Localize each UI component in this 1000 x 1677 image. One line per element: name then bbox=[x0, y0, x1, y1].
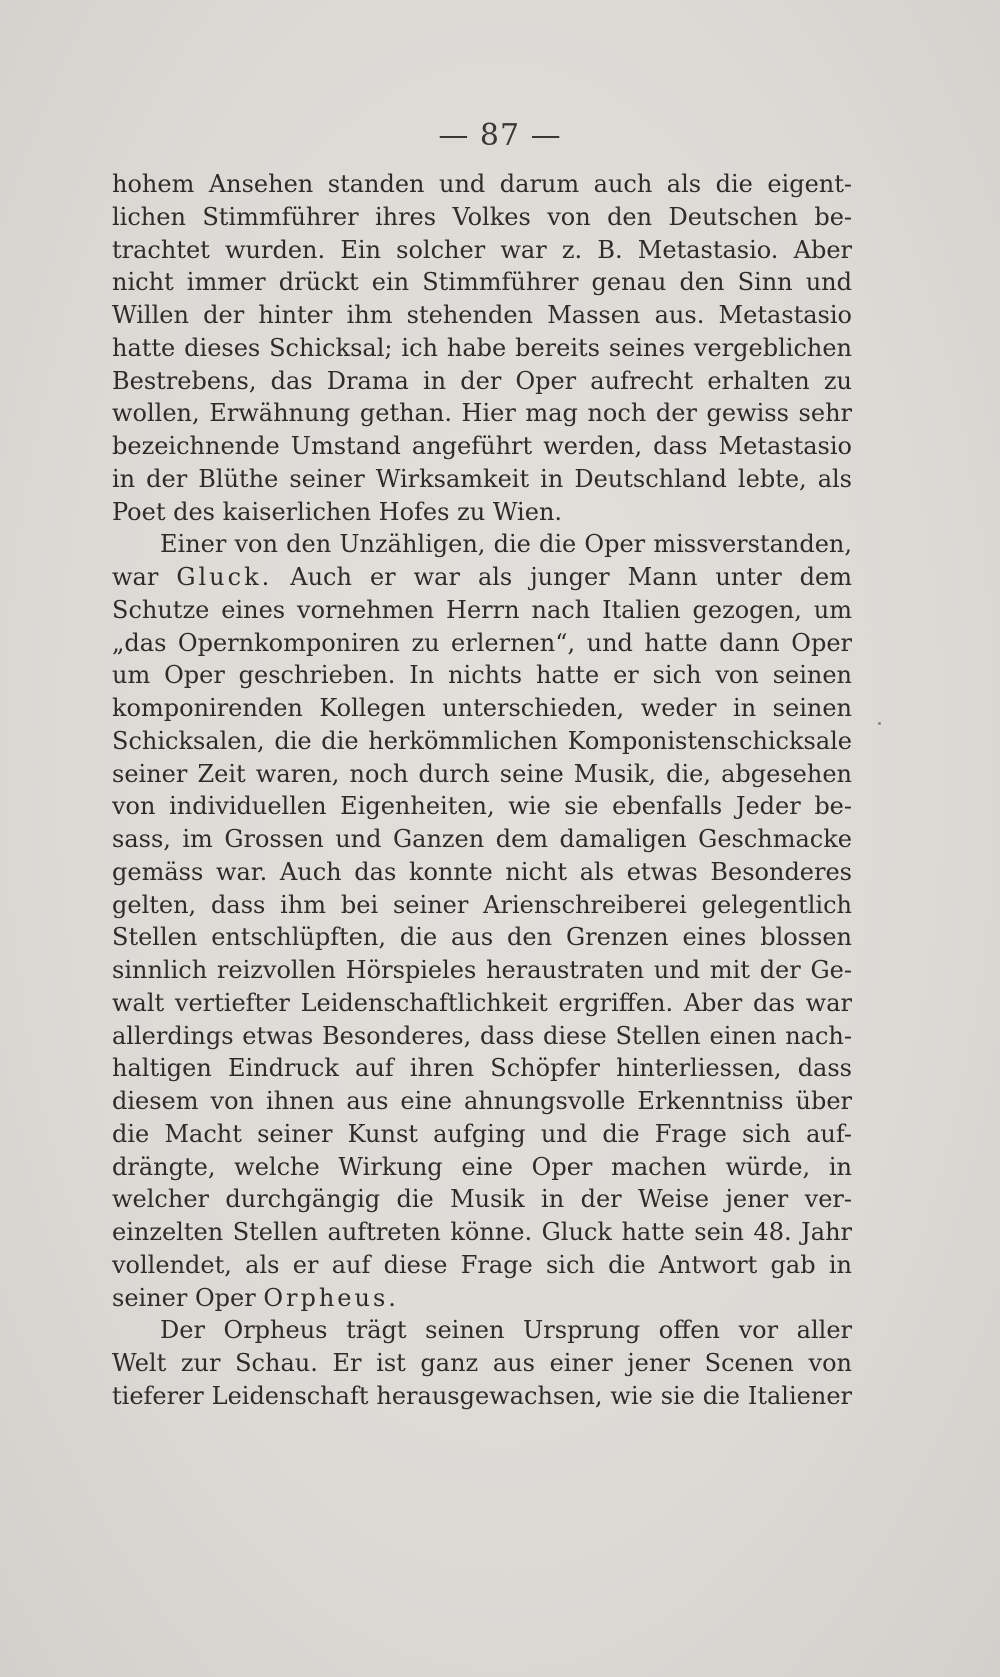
text-line: tieferer Leidenschaft herausgewachsen, wie sie die Italiener bbox=[112, 1381, 852, 1410]
text-line: hatte dieses Schicksal; ich habe bereits seines vergeblichen bbox=[112, 333, 852, 362]
text-line: welcher durchgängig die Musik in der Weise jener ver- bbox=[112, 1185, 852, 1214]
text-line: gelten, dass ihm bei seiner Arienschreiberei gelegentlich bbox=[112, 890, 852, 919]
text-line: komponirenden Kollegen unterschieden, weder in seinen bbox=[112, 694, 852, 722]
text-line: vollendet, als er auf diese Frage sich die Antwort gab in bbox=[112, 1250, 852, 1279]
text-run: war bbox=[112, 563, 177, 591]
page-number: — 87 — bbox=[438, 118, 562, 153]
text-line: trachtet wurden. Ein solcher war z. B. Metastasio. Aber bbox=[112, 235, 852, 264]
text-line: Schutze eines vornehmen Herrn nach Italien gezogen, um bbox=[112, 595, 852, 624]
text-line: Stellen entschlüpften, die aus den Grenzen eines blossen bbox=[112, 923, 852, 952]
text-line: in der Blüthe seiner Wirksamkeit in Deutschland lebte, als bbox=[112, 464, 852, 493]
text-line-paragraph-start: Einer von den Unzähligen, die die Oper missverstanden, bbox=[160, 530, 852, 559]
emphasized-name: Gluck. bbox=[176, 563, 273, 591]
text-line: wollen, Erwähnung gethan. Hier mag noch der gewiss sehr bbox=[112, 399, 852, 428]
text-line: Welt zur Schau. Er ist ganz aus einer jener Scenen von bbox=[112, 1349, 852, 1377]
text-line bbox=[112, 561, 852, 594]
text-line: nicht immer drückt ein Stimmführer genau den Sinn und bbox=[112, 268, 852, 297]
text-line: sass, im Grossen und Ganzen dem damaligen Geschmacke bbox=[112, 825, 852, 853]
text-line: sinnlich reizvollen Hörspieles heraustraten und mit der Ge- bbox=[112, 956, 852, 984]
text-line: hohem Ansehen standen und darum auch als die eigent- bbox=[112, 170, 852, 198]
text-line: bezeichnende Umstand angeführt werden, dass Metastasio bbox=[112, 432, 852, 460]
text-line: allerdings etwas Besonderes, dass diese Stellen einen nach- bbox=[112, 1021, 852, 1050]
text-line: einzelten Stellen auftreten könne. Gluck hatte sein 48. Jahr bbox=[112, 1218, 852, 1246]
text-line: drängte, welche Wirkung eine Oper machen würde, in bbox=[112, 1152, 852, 1181]
text-line: Willen der hinter ihm stehenden Massen aus. Metastasio bbox=[112, 301, 852, 329]
text-line: gemäss war. Auch das konnte nicht als etwas Besonderes bbox=[112, 857, 852, 886]
text-run: seiner Oper bbox=[112, 1283, 264, 1312]
text-line-paragraph-start: Der Orpheus trägt seinen Ursprung offen vor aller bbox=[160, 1316, 852, 1345]
text-line: von individuellen Eigenheiten, wie sie ebenfalls Jeder be- bbox=[112, 792, 852, 821]
text-line: die Macht seiner Kunst aufging und die Frage sich auf- bbox=[112, 1119, 852, 1148]
text-run: Auch er war als junger Mann unter dem bbox=[272, 563, 852, 591]
text-line: um Oper geschrieben. In nichts hatte er sich von seinen bbox=[112, 661, 852, 690]
text-line: seiner Zeit waren, noch durch seine Musik, die, abgesehen bbox=[112, 759, 852, 788]
emphasized-name: Orpheus. bbox=[263, 1283, 399, 1312]
text-line: diesem von ihnen aus eine ahnungsvolle Erkenntniss über bbox=[112, 1087, 852, 1115]
text-line: haltigen Eindruck auf ihren Schöpfer hinterliessen, dass bbox=[112, 1054, 852, 1083]
text-line: Schicksalen, die die herkömmlichen Komponistenschicksale bbox=[112, 726, 852, 755]
text-line: „das Opernkomponiren zu erlernen“, und hatte dann Oper bbox=[112, 628, 852, 657]
text-line: lichen Stimmführer ihres Volkes von den Deutschen be- bbox=[112, 202, 852, 231]
text-line-paragraph-end bbox=[112, 1282, 852, 1315]
text-line: walt vertiefter Leidenschaftlichkeit ergriffen. Aber das war bbox=[112, 988, 852, 1017]
text-line: Bestrebens, das Drama in der Oper aufrecht erhalten zu bbox=[112, 366, 852, 395]
paper-speck bbox=[878, 722, 881, 725]
text-line-paragraph-end: Poet des kaiserlichen Hofes zu Wien. bbox=[112, 497, 563, 526]
body-text bbox=[112, 168, 852, 1413]
